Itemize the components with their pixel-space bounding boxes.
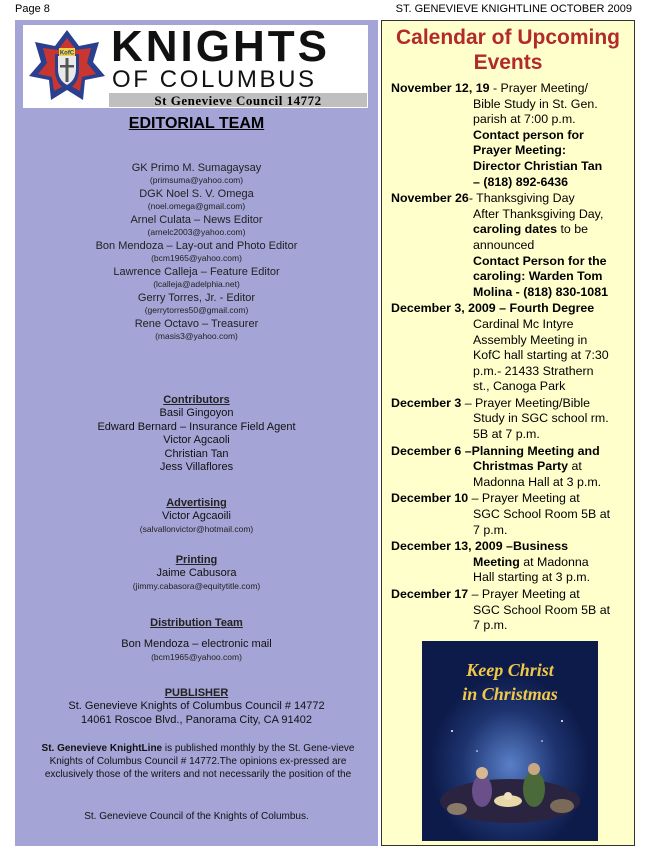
printing-title: Printing bbox=[175, 554, 218, 566]
event-text: - Prayer Meeting/ bbox=[489, 81, 588, 95]
event-contact: Molina - (818) 830-1081 bbox=[473, 284, 608, 299]
contributor-name: Basil Gingoyon bbox=[159, 407, 234, 419]
event-highlight: Christmas Party bbox=[473, 459, 569, 474]
distribution-email: (bcm1965@yahoo.com) bbox=[151, 651, 242, 662]
event-item bbox=[391, 191, 629, 300]
publisher-section bbox=[15, 686, 378, 727]
printing-section bbox=[15, 553, 378, 592]
kofc-emblem-icon bbox=[27, 28, 107, 106]
event-text: 5B at 7 p.m. bbox=[473, 427, 540, 442]
event-item bbox=[391, 301, 629, 395]
page-number: Page 8 bbox=[15, 3, 50, 15]
advertising-title: Advertising bbox=[166, 497, 227, 509]
member-7 bbox=[15, 318, 378, 342]
contributor-name: Christian Tan bbox=[164, 447, 229, 460]
contributor-name: Edward Bernard – Insurance Field Agent bbox=[97, 420, 296, 433]
member-5 bbox=[15, 266, 378, 290]
event-text: 7 p.m. bbox=[473, 618, 508, 633]
editorial-members bbox=[15, 162, 378, 344]
event-item bbox=[391, 587, 629, 634]
event-text: at bbox=[568, 459, 582, 474]
event-item bbox=[391, 539, 629, 586]
publisher-line-2: 14061 Roscoe Blvd., Panorama City, CA 91402 bbox=[81, 713, 312, 726]
event-date: December 13, 2009 bbox=[391, 539, 503, 554]
member-4 bbox=[15, 240, 378, 264]
advertising-section bbox=[15, 496, 378, 535]
event-text: SGC School Room 5B at bbox=[473, 602, 611, 617]
publication-title: ST. GENEVIEVE KNIGHTLINE OCTOBER 2009 bbox=[395, 3, 632, 15]
distribution-section bbox=[15, 616, 378, 663]
member-name: Lawrence Calleja – Feature Editor bbox=[113, 266, 280, 278]
editorial-team-title: EDITORIAL TEAM bbox=[128, 115, 265, 132]
member-email: (masis3@yahoo.com) bbox=[155, 331, 238, 341]
poster-line-2: in Christmas bbox=[462, 684, 558, 704]
event-date: December 3 bbox=[391, 395, 462, 410]
event-date: December 3, 2009 bbox=[391, 301, 496, 316]
emblem-text: KofC bbox=[59, 50, 75, 57]
member-name: DGK Noel S. V. Omega bbox=[139, 188, 254, 200]
calendar-title-line-1: Calendar of Upcoming bbox=[395, 26, 621, 49]
event-text: p.m.- 21433 Strathern bbox=[473, 363, 594, 378]
publisher-line-1: St. Genevieve Knights of Columbus Council # 14772 bbox=[68, 700, 325, 712]
event-highlight: Meeting bbox=[473, 554, 520, 569]
logo-subtitle: OF COLUMBUS bbox=[112, 66, 317, 93]
logo-title: KNIGHTS bbox=[111, 22, 330, 71]
publication-name: St. Genevieve KnightLine bbox=[41, 743, 163, 754]
event-text: st., Canoga Park bbox=[473, 379, 566, 394]
event-text: to be bbox=[557, 222, 589, 237]
event-contact: caroling: Warden Tom bbox=[473, 269, 603, 284]
event-text: – Prayer Meeting/Bible bbox=[461, 395, 591, 410]
event-text: Study in SGC school rm. bbox=[473, 411, 609, 426]
event-text: – Fourth Degree bbox=[495, 301, 595, 316]
event-date: December 10 bbox=[391, 491, 469, 506]
member-email: (gerrytorres50@gmail.com) bbox=[144, 305, 249, 315]
event-text: at Madonna bbox=[519, 554, 589, 569]
event-text: After Thanksgiving Day, bbox=[473, 206, 604, 221]
member-name: Arnel Culata – News Editor bbox=[130, 214, 263, 226]
publication-notice-text: is published monthly by the St. Gene-vieve Knights of Columbus Council # 14772.The opinions ex-pressed are exclusively those of the writers and not necessarily the position of the bbox=[44, 743, 355, 780]
poster-line-1: Keep Christ bbox=[466, 660, 554, 680]
event-list bbox=[391, 81, 629, 635]
event-item bbox=[391, 81, 629, 190]
advertising-email: (salvallonvictor@hotmail.com) bbox=[139, 523, 254, 534]
member-email: (bcm1965@yahoo.com) bbox=[151, 253, 242, 263]
event-item bbox=[391, 396, 629, 443]
publisher-title: PUBLISHER bbox=[164, 687, 229, 699]
publisher-closing: St. Genevieve Council of the Knights of Columbus. bbox=[84, 811, 309, 822]
event-text: Hall starting at 3 p.m. bbox=[473, 570, 591, 585]
distribution-title: Distribution Team bbox=[150, 617, 243, 629]
event-text: –Planning Meeting and bbox=[461, 443, 600, 458]
event-contact: Director Christian Tan bbox=[473, 158, 603, 173]
event-text: 7 p.m. bbox=[473, 522, 508, 537]
contributors-section bbox=[15, 393, 378, 475]
member-1 bbox=[15, 162, 378, 186]
contributor-name: Jess Villaflores bbox=[159, 461, 234, 473]
event-text: KofC hall starting at 7:30 bbox=[473, 348, 609, 363]
event-item bbox=[391, 491, 629, 538]
member-2 bbox=[15, 188, 378, 212]
event-item bbox=[391, 444, 629, 491]
printing-email: (jimmy.cabasora@equitytitle.com) bbox=[132, 580, 261, 591]
logo-council: St Genevieve Council 14772 bbox=[154, 93, 322, 108]
event-text: Madonna Hall at 3 p.m. bbox=[473, 474, 602, 489]
member-name: Bon Mendoza – Lay-out and Photo Editor bbox=[95, 240, 298, 252]
event-contact: Contact Person for the bbox=[473, 253, 607, 268]
event-text: SGC School Room 5B at bbox=[473, 507, 611, 522]
member-email: (lcalleja@adelphia.net) bbox=[153, 279, 240, 289]
event-text: –Business bbox=[502, 539, 569, 554]
member-name: Gerry Torres, Jr. - Editor bbox=[137, 292, 256, 304]
event-text: announced bbox=[473, 237, 535, 252]
publication-notice bbox=[33, 742, 363, 781]
member-6 bbox=[15, 292, 378, 316]
event-text: Assembly Meeting in bbox=[473, 332, 588, 347]
event-contact: – (818) 892-6436 bbox=[473, 174, 569, 189]
member-email: (noel.omega@gmail.com) bbox=[147, 201, 246, 211]
distribution-name: Bon Mendoza – electronic mail bbox=[121, 638, 272, 650]
event-text: – Prayer Meeting at bbox=[468, 491, 580, 506]
event-date: December 6 bbox=[391, 443, 462, 458]
event-date: November 12, 19 bbox=[391, 81, 490, 95]
contributor-name: Victor Agcaoli bbox=[163, 434, 230, 446]
event-contact: Prayer Meeting: bbox=[473, 143, 566, 158]
editorial-column bbox=[15, 20, 378, 846]
member-name: GK Primo M. Sumagaysay bbox=[131, 162, 262, 174]
contributors-title: Contributors bbox=[163, 394, 230, 406]
event-text: Cardinal Mc Intyre bbox=[473, 316, 574, 331]
member-email: (arnelc2003@yahoo.com) bbox=[147, 227, 246, 237]
page-header bbox=[0, 3, 650, 17]
calendar-title bbox=[382, 25, 634, 75]
event-text: Bible Study in St. Gen. bbox=[473, 96, 598, 111]
event-text: – Prayer Meeting at bbox=[468, 587, 580, 601]
event-contact: Contact person for bbox=[473, 127, 584, 142]
event-date: November 26 bbox=[391, 191, 469, 206]
member-email: (primsuma@yahoo.com) bbox=[149, 175, 244, 185]
calendar-title-line-2: Events bbox=[473, 51, 543, 74]
member-3 bbox=[15, 214, 378, 238]
event-text: - Thanksgiving Day bbox=[468, 191, 575, 206]
advertising-name: Victor Agcaoili bbox=[162, 510, 231, 522]
event-highlight: caroling dates bbox=[473, 222, 558, 237]
knights-logo bbox=[23, 22, 368, 108]
calendar-column bbox=[381, 20, 635, 846]
christmas-poster bbox=[422, 641, 598, 841]
event-text: parish at 7:00 p.m. bbox=[473, 112, 576, 127]
event-date: December 17 bbox=[391, 587, 469, 601]
printing-name: Jaime Cabusora bbox=[156, 567, 237, 579]
member-name: Rene Octavo – Treasurer bbox=[134, 318, 259, 330]
